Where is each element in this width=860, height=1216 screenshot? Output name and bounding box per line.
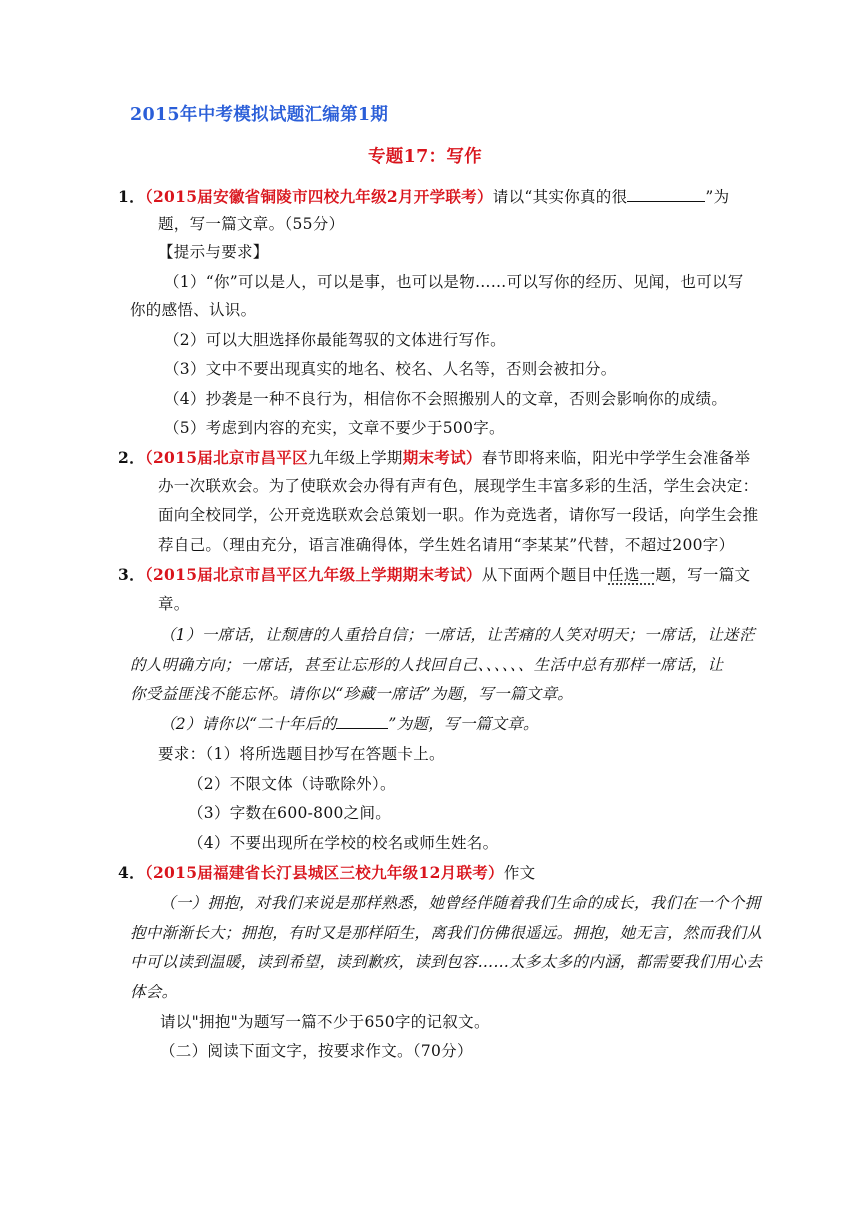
requirement-2: （2）不限文体（诗歌除外）。 [188, 775, 396, 793]
question-text: 题，写一篇文 [655, 566, 751, 584]
prompt-1-line-2: 的人明确方向；一席话，甚至让忘形的人找回自己、、、、、、生活中总有那样一席话，让 [130, 656, 724, 674]
question-number: 1． [118, 187, 145, 206]
fill-blank [336, 714, 388, 729]
requirement-4: （4）抄袭是一种不良行为，相信你不会照搬别人的文章，否则会影响你的成绩。 [164, 390, 728, 408]
question-number: 4． [118, 863, 145, 882]
question-source: （2015届福建省长汀县城区三校九年级12月联考） [144, 863, 504, 882]
passage-line-3: 中可以读到温暖，读到希望，读到歉疚，读到包容……太多太多的内涵，都需要我们用心去 [130, 953, 763, 971]
prompt-1-line-1: （1）一席话，让颓唐的人重拾自信；一席话，让苦痛的人笑对明天；一席话，让迷茫 [160, 626, 755, 644]
question-2-line-4: 荐自己。（理由充分，语言准确得体，学生姓名请用“李某某”代替，不超过200字） [158, 536, 735, 554]
requirement-title: 要求：（1）将所选题目抄写在答题卡上。 [158, 745, 445, 763]
question-number: 2． [118, 448, 145, 467]
question-2-line-1 [118, 448, 750, 468]
question-1-line-1 [118, 187, 729, 207]
topic-title: 专题17：写作 [368, 147, 482, 167]
question-source: （2015届安徽省铜陵市四校九年级2月开学联考） [144, 187, 493, 206]
question-3-line-2: 章。 [158, 595, 190, 613]
question-3-line-1 [118, 565, 750, 585]
question-number: 3． [118, 565, 145, 584]
passage-line-2: 抱中渐渐长大；拥抱，有时又是那样陌生，离我们仿佛很遥远。拥抱，她无言，然而我们从 [130, 924, 763, 942]
requirement-5: （5）考虑到内容的充实，文章不要少于500字。 [164, 419, 505, 437]
question-text: 作文 [503, 864, 536, 882]
question-1-line-2: 题，写一篇文章。（55分） [158, 215, 345, 233]
question-source: （2015届北京市昌平区九年级上学期期末考试） [144, 565, 482, 584]
emphasis-text: 任选一 [608, 566, 656, 584]
question-text: 请以“其实你真的很 [492, 188, 628, 206]
question-source: （2015届北京市昌平区 [144, 448, 308, 467]
document-title: 2015年中考模拟试题汇编第1期 [130, 105, 389, 125]
question-source: 期末考试） [402, 448, 482, 467]
question-2-line-3: 面向全校同学，公开竞选联欢会总策划一职。作为竞选者，请你写一段话，向学生会推 [158, 506, 759, 524]
question-text: ”为 [705, 188, 730, 206]
requirement-4: （4）不要出现所在学校的校名或师生姓名。 [188, 834, 499, 852]
instruction-line: 请以"拥抱"为题写一篇不少于650字的记叙文。 [160, 1013, 490, 1031]
question-text: 从下面两个题目中 [481, 566, 609, 584]
requirement-2: （2）可以大胆选择你最能驾驭的文体进行写作。 [164, 331, 506, 349]
section-2-line: （二）阅读下面文字，按要求作文。（70分） [160, 1042, 473, 1060]
requirement-1b: 你的感悟、认识。 [130, 301, 257, 319]
prompt-1-line-3: 你受益匪浅不能忘怀。请你以“珍藏一席话”为题，写一篇文章。 [130, 685, 574, 703]
requirement-3: （3）文中不要出现真实的地名、校名、人名等，否则会被扣分。 [164, 360, 617, 378]
prompt-2 [160, 714, 539, 734]
passage-line-4: 体会。 [130, 983, 178, 1001]
requirement-1a: （1）“你”可以是人，可以是事，也可以是物……可以写你的经历、见闻，也可以写 [164, 273, 744, 291]
fill-blank [627, 187, 705, 202]
question-4-line-1 [118, 863, 535, 883]
question-2-line-2: 办一次联欢会。为了使联欢会办得有声有色，展现学生丰富多彩的生活，学生会决定： [158, 477, 759, 495]
hint-title: 【提示与要求】 [158, 243, 269, 261]
requirement-3: （3）字数在600-800之间。 [188, 804, 392, 822]
passage-line-1: （一）拥抱，对我们来说是那样熟悉，她曾经伴随着我们生命的成长，我们在一个个拥 [160, 894, 761, 912]
prompt-text: （2）请你以“二十年后的 [160, 715, 337, 733]
question-source-plain: 九年级上学期 [307, 449, 403, 467]
prompt-text: ”为题，写一篇文章。 [388, 715, 539, 733]
question-text: 春节即将来临，阳光中学学生会准备举 [481, 449, 751, 467]
